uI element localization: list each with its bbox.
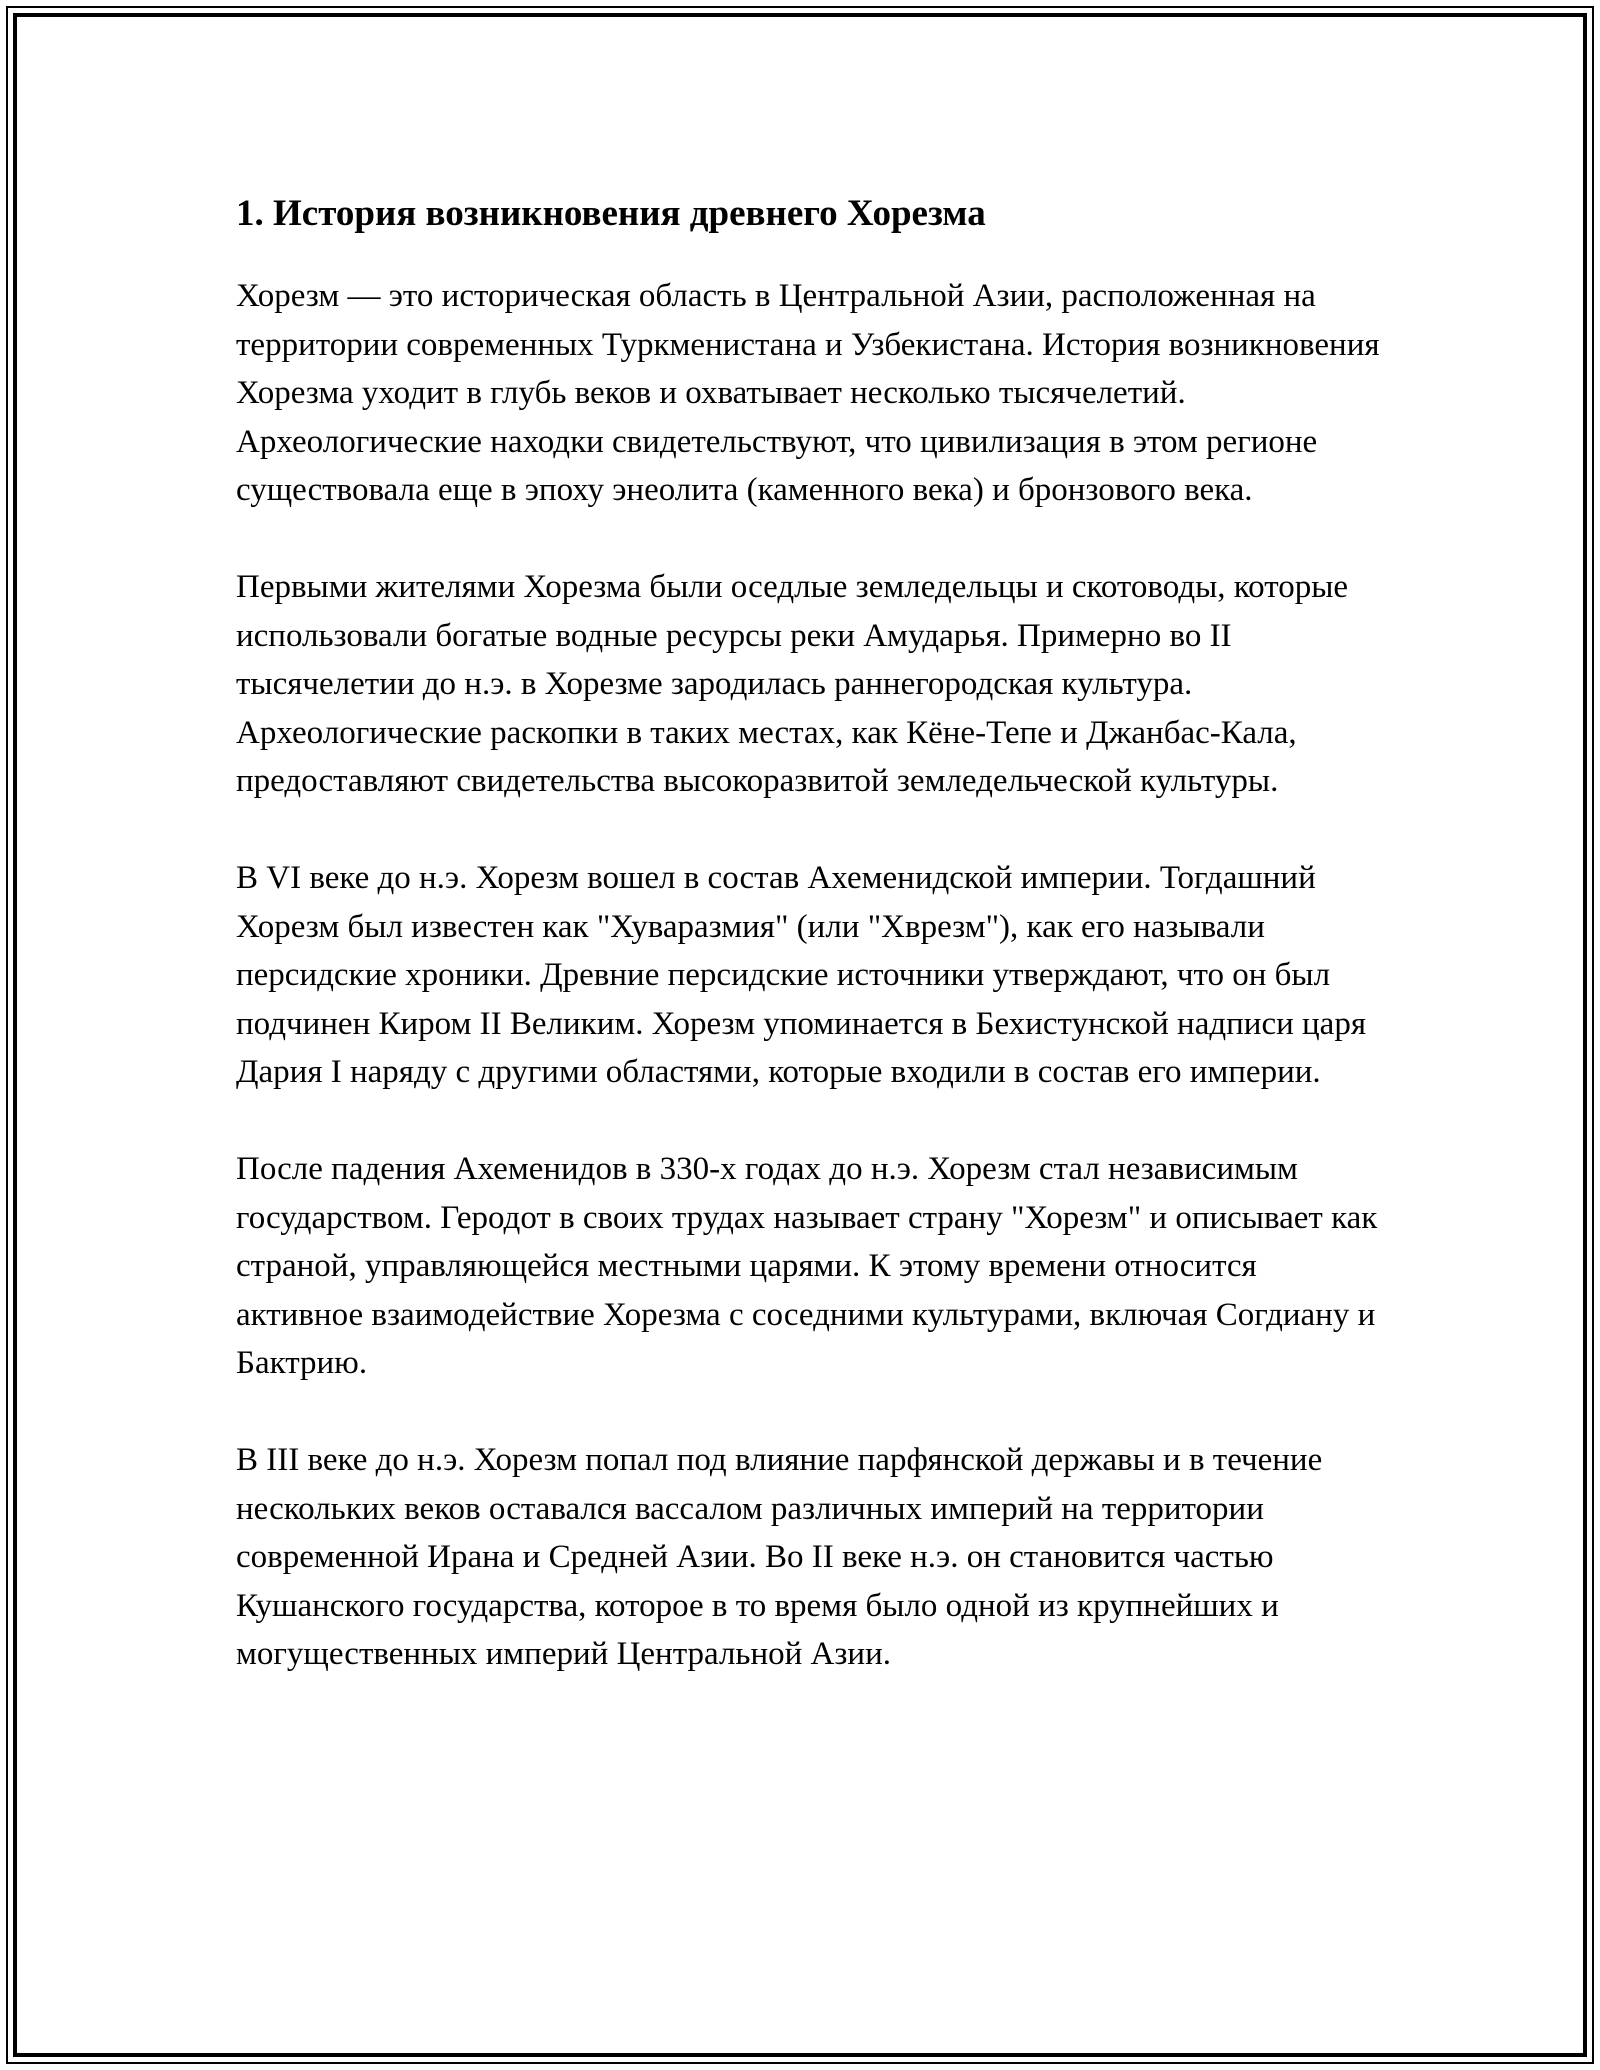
document-body (236, 186, 1386, 1679)
paragraph-4: После падения Ахеменидов в 330-х годах до н.э. Хорезм стал независимым государством. Геродот в своих трудах называет страну "Хорезм" и описывает как страной, управляющейся местными царями. К этому времени относится активное взаимодействие Хорезма с соседними культурами, включая Согдиану и Бактрию. (236, 1151, 1378, 1381)
paragraph-1: Хорезм — это историческая область в Центральной Азии, расположенная на территории современных Туркменистана и Узбекистана. История возникновения Хорезма уходит в глубь веков и охватывает несколько тысячелетий. Археологические находки свидетельствуют, что цивилизация в этом регионе существовала еще в эпоху энеолита (каменного века) и бронзового века. (236, 278, 1380, 508)
paragraph-3: В VI веке до н.э. Хорезм вошел в состав Ахеменидской империи. Тогдашний Хорезм был известен как "Хуваразмия" (или "Хврезм"), как его называли персидские хроники. Древние персидские источники утверждают, что он был подчинен Киром II Великим. Хорезм упоминается в Бехистунской надписи царя Дария I наряду с другими областями, которые входили в состав его империи. (236, 860, 1366, 1090)
paragraph-2: Первыми жителями Хорезма были оседлые земледельцы и скотоводы, которые использовали богатые водные ресурсы реки Амударья. Примерно во II тысячелетии до н.э. в Хорезме зародилась раннегородская культура. Археологические раскопки в таких местах, как Кёне-Тепе и Джанбас-Кала, предоставляют свидетельства высокоразвитой земледельческой культуры. (236, 569, 1349, 799)
document-title: 1. История возникновения древнего Хорезма (236, 193, 986, 234)
paragraph-5: В III веке до н.э. Хорезм попал под влияние парфянской державы и в течение нескольких веков оставался вассалом различных империй на территории современной Ирана и Средней Азии. Во II веке н.э. он становится частью Кушанского государства, которое в то время было одной из крупнейших и могущественных империй Центральной Азии. (236, 1442, 1323, 1672)
